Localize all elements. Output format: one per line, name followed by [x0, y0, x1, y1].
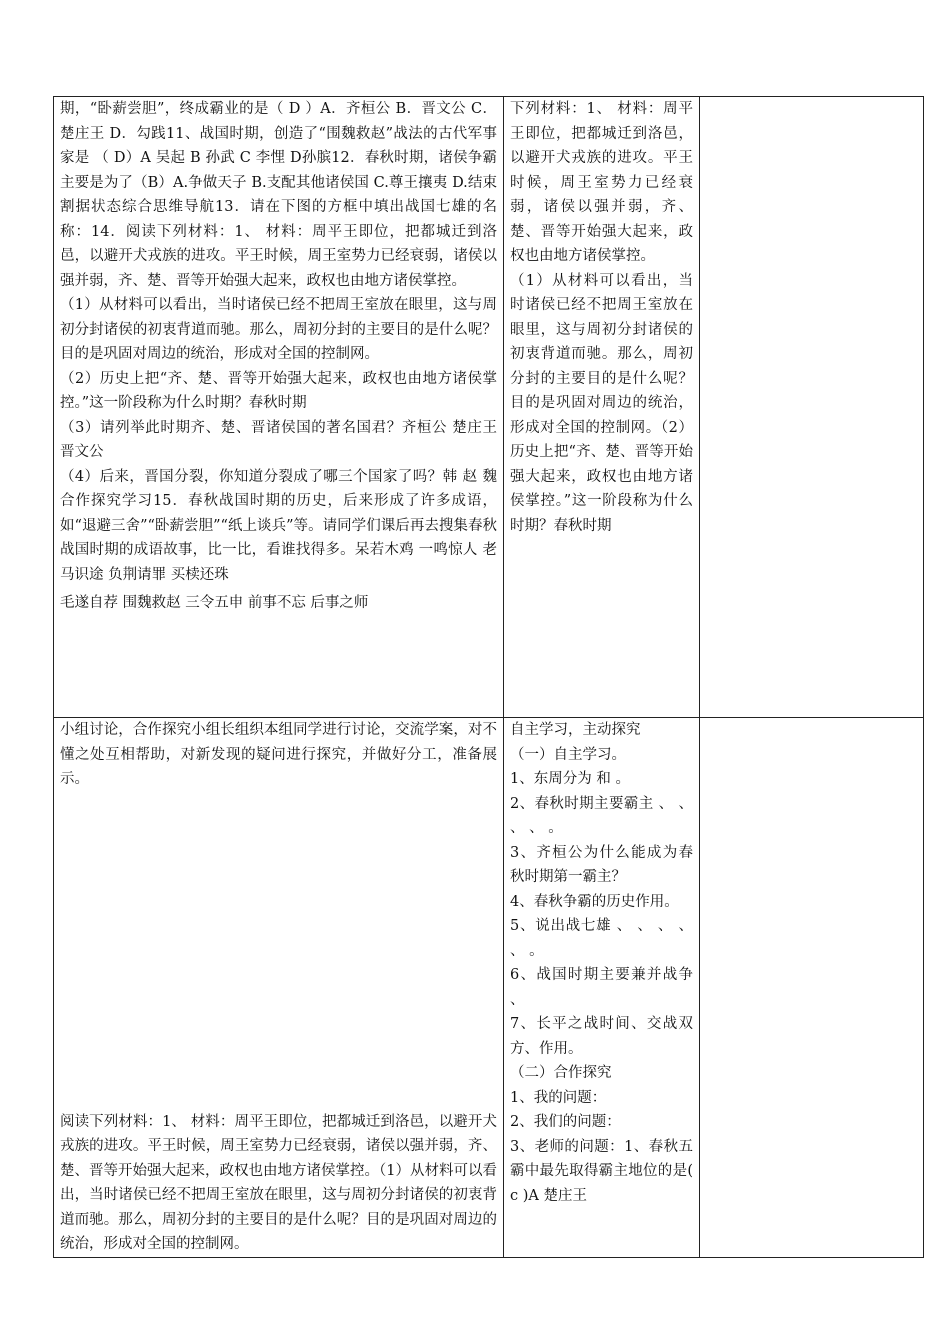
- row1-middle-cell: [504, 97, 700, 718]
- lesson-table: [53, 96, 924, 1258]
- row2-right-cell: [700, 718, 924, 1258]
- row2-middle-line-11: 1、我的问题：: [510, 1089, 607, 1106]
- row1-left-para-6: 毛遂自荐 围魏救赵 三令五申 前事不忘 后事之师: [60, 595, 369, 611]
- row1-left-cell: [54, 97, 504, 718]
- row1-left-para-1: 期，“卧薪尝胆”，终成霸业的是（ D ）A．齐桓公 B．晋文公 C．楚庄王 D．勾践11、战国时期，创造了“围魏救赵”战法的古代军事家是 （ D）A 吴起 B 孙武 C 李悝 D孙膑12．春秋时期，诸侯争霸主要是为了（B）A.争做天子 B.支配其他诸侯国 C.尊王攘夷 D.结束割据状态综合思维导航13．请在下图的方框中填出战国七雄的名称：14．阅读下列材料：1、 材料：周平王即位，把都城迁到洛邑，以避开犬戎族的进攻。平王时候，周王室势力已经衰弱，诸侯以强并弱，齐、楚、晋等开始强大起来，政权也由地方诸侯掌控。: [60, 101, 497, 289]
- row1-left-para-3: （2）历史上把“齐、楚、晋等开始强大起来，政权也由地方诸侯掌控。”这一阶段称为什么时期？春秋时期: [60, 370, 497, 411]
- row2-middle-line-13: 3、老师的问题：1、春秋五霸中最先取得霸主地位的是( c )A 楚庄王: [510, 1138, 698, 1204]
- row2-middle-line-1: 自主学习，主动探究: [510, 722, 641, 738]
- table-row: [54, 718, 924, 1258]
- row1-left-para-4: （3）请列举此时期齐、楚、晋诸侯国的著名国君？齐桓公 楚庄王 晋文公: [60, 419, 502, 460]
- row2-middle-line-6: 4、春秋争霸的历史作用。: [510, 893, 679, 910]
- row2-left-bottom-para: 阅读下列材料：1、 材料：周平王即位，把都城迁到洛邑，以避开犬戎族的进攻。平王时候，周王室势力已经衰弱，诸侯以强并弱，齐、楚、晋等开始强大起来，政权也由地方诸侯掌控。（1）从材料可以看出，当时诸侯已经不把周王室放在眼里，这与周初分封诸侯的初衷背道而驰。那么，周初分封的主要目的是什么呢？目的是巩固对周边的统治，形成对全国的控制网。: [60, 1113, 497, 1252]
- row2-left-cell: [54, 718, 504, 1258]
- row2-middle-line-2: （一）自主学习。: [510, 746, 626, 763]
- row1-middle-para-1: 下列材料：1、 材料：周平王即位，把都城迁到洛邑，以避开犬戎族的进攻。平王时候，周王室势力已经衰弱，诸侯以强并弱，齐、楚、晋等开始强大起来，政权也由地方诸侯掌控。: [510, 101, 693, 264]
- row1-left-para-5: （4）后来，晋国分裂，你知道分裂成了哪三个国家了吗？韩 赵 魏 合作探究学习15．春秋战国时期的历史，后来形成了许多成语，如“退避三舍”“卧薪尝胆”“纸上谈兵”等。请同学们课后再去搜集春秋战国时期的成语故事，比一比，看谁找得多。呆若木鸡 一鸣惊人 老马识途 负荆请罪 买椟还珠: [60, 468, 502, 583]
- row2-middle-line-10: （二）合作探究: [510, 1065, 612, 1081]
- row2-middle-line-4: 2、春秋时期主要霸主 、 、 、 、 。: [510, 795, 698, 836]
- row2-middle-line-12: 2、我们的问题：: [510, 1114, 621, 1130]
- row2-middle-line-3: 1、东周分为 和 。: [510, 771, 630, 787]
- row1-left-para-2: （1）从材料可以看出，当时诸侯已经不把周王室放在眼里，这与周初分封诸侯的初衷背道而驰。那么，周初分封的主要目的是什么呢？目的是巩固对周边的统治，形成对全国的控制网。: [60, 297, 497, 362]
- row2-middle-line-8: 6、战国时期主要兼并战争 、: [510, 967, 698, 1008]
- row2-middle-cell: [504, 718, 700, 1258]
- row2-left-top-para: 小组讨论，合作探究小组长组织本组同学进行讨论，交流学案，对不懂之处互相帮助，对新发现的疑问进行探究，并做好分工，准备展示。: [60, 722, 497, 787]
- row2-middle-line-5: 3、齐桓公为什么能成为春秋时期第一霸主？: [510, 844, 693, 885]
- table-row: [54, 97, 924, 718]
- row2-middle-line-7: 5、说出战七雄 、 、 、 、 、 。: [510, 918, 698, 959]
- row1-right-cell: [700, 97, 924, 718]
- row2-middle-line-9: 7、长平之战时间、交战双方、作用。: [510, 1016, 693, 1057]
- row1-middle-para-2: （1）从材料可以看出，当时诸侯已经不把周王室放在眼里，这与周初分封诸侯的初衷背道而驰。那么，周初分封的主要目的是什么呢？目的是巩固对周边的统治，形成对全国的控制网。（2）历史上把“齐、楚、晋等开始强大起来，政权也由地方诸侯掌控。”这一阶段称为什么时期？春秋时期: [510, 272, 693, 534]
